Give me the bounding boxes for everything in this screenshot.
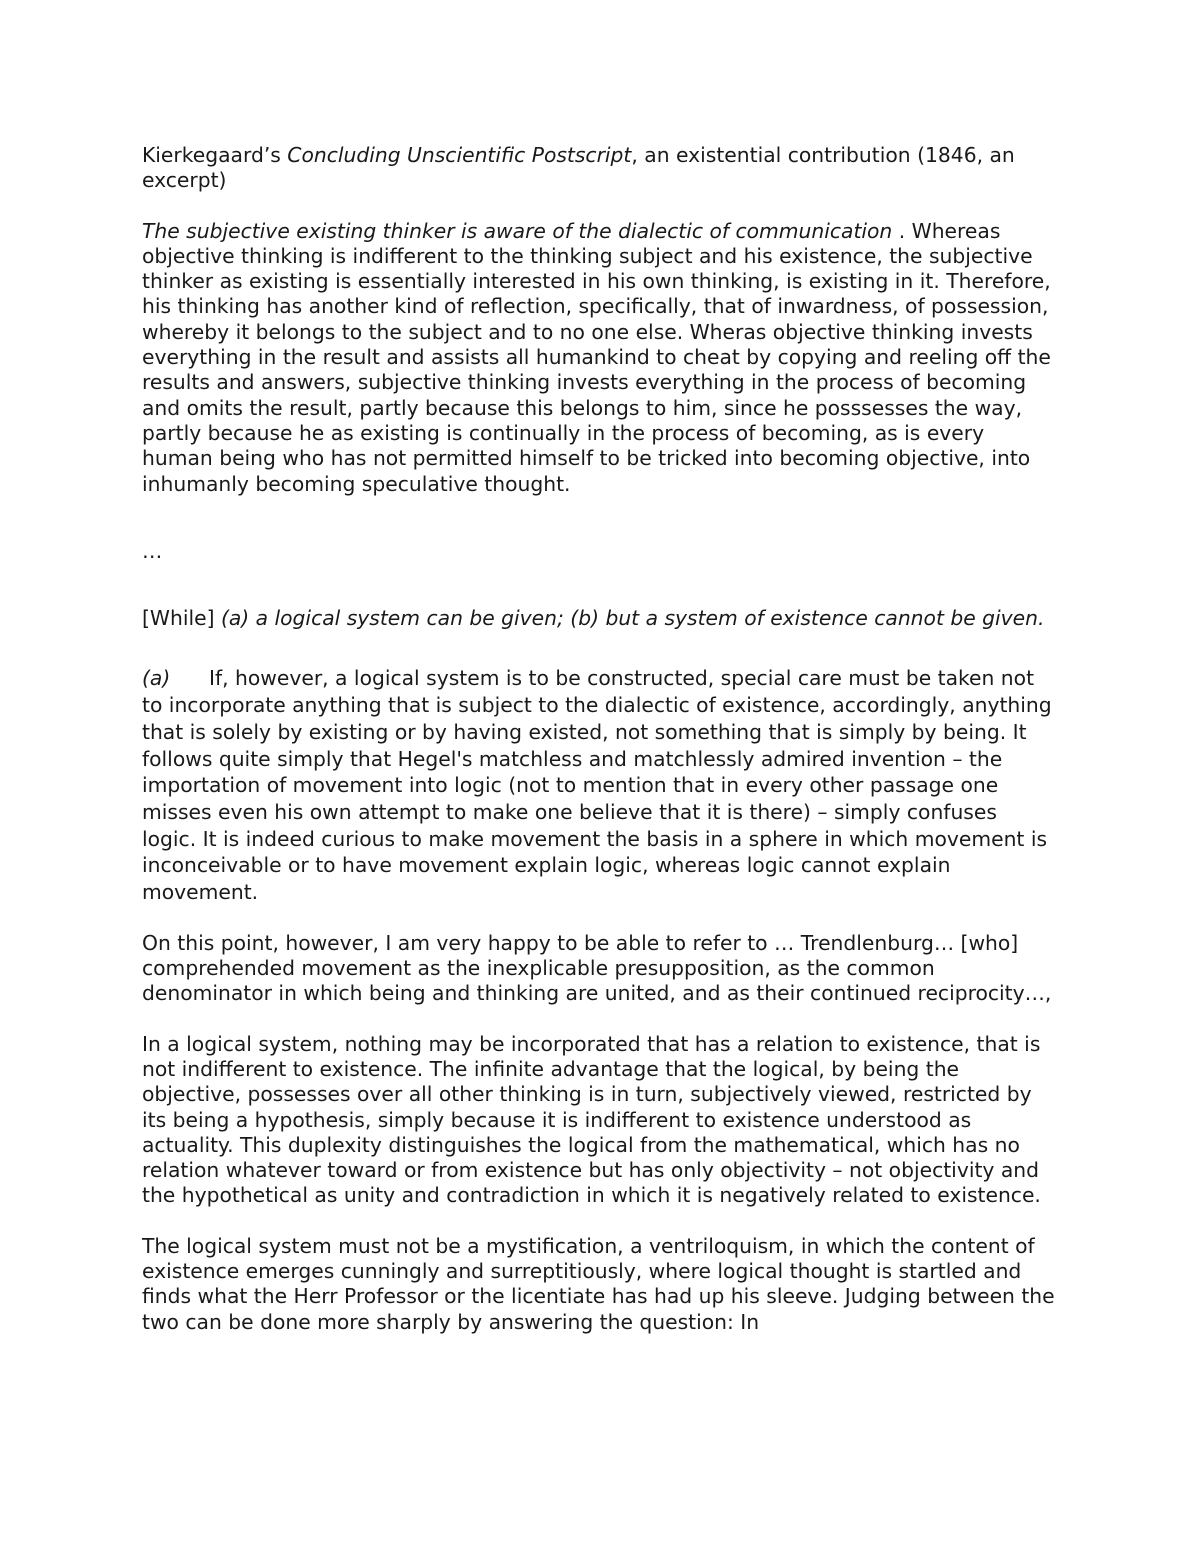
document-heading	[142, 143, 1057, 194]
paragraph-trendlenburg: On this point, however, I am very happy to be able to refer to … Trendlenburg… [who] comprehended movement as the inexplicable presupposition, as the common denominator in which being and thinking are united, and as their continued reciprocity…,	[142, 930, 1052, 1006]
paragraph-a	[142, 665, 1057, 905]
paragraph-logical-system: In a logical system, nothing may be incorporated that has a relation to existence, that is not indifferent to existence. The infinite advantage that the logical, by being the objective, possesses over all other thinking is in turn, subjectively viewed, restricted by its being a hypothesis, simply because it is indifferent to existence understood as actuality. This duplexity distinguishes the logical from the mathematical, which has no relation whatever toward or from existence but has only objectivity – not objectivity and the hypothetical as unity and contradiction in which it is negatively related to existence.	[142, 1031, 1041, 1208]
paragraph-a-body: If, however, a logical system is to be constructed, special care must be taken not to incorporate anything that is subject to the dialectic of existence, accordingly, anything that is solely by existing or by having existed, not something that is simply by being. It follows quite simply that Hegel's matchless and matchlessly admired invention – the importation of movement into logic (not to mention that in every other passage one misses even his own attempt to make one believe that it is there) – simply confuses logic. It is indeed curious to make movement the basis in a sphere in which movement is inconceivable or to have movement explain logic, whereas logic cannot explain movement.	[142, 666, 1052, 905]
work-title: Concluding Unscientific Postscript	[287, 143, 632, 167]
paragraph-lead-italic: The subjective existing thinker is aware of the dialectic of communication	[142, 218, 893, 243]
document-page	[142, 143, 1057, 1335]
ellipsis-separator: …	[142, 538, 163, 563]
paragraph-a-marker: (a)	[142, 666, 171, 691]
while-bracket: [While]	[142, 606, 221, 631]
heading-suffix: , an existential contribution (1846, an excerpt)	[142, 143, 1015, 193]
while-line	[142, 606, 1057, 631]
paragraph-mystification: The logical system must not be a mystification, a ventriloquism, in which the content of existence emerges cunningly and surreptitiously, where logical thought is startled and finds what the Herr Professor or the licentiate has had up his sleeve. Judging between the two can be done more sharply by answering the question: In	[142, 1233, 1055, 1334]
paragraph-body: . Whereas objective thinking is indifferent to the thinking subject and his existence, the subjective thinker as existing is essentially interested in his own thinking, is existing in it. Therefore, his thinking has another kind of reflection, specifically, that of inwardness, of possession, whereby it belongs to the subject and to no one else. Wheras objective thinking invests everything in the result and assists all humankind to cheat by copying and reeling off the results and answers, subjective thinking invests everything in the process of becoming and omits the result, partly because this belongs to him, since he posssesses the way, partly because he as existing is continually in the process of becoming, as is every human being who has not permitted himself to be tricked into becoming objective, into inhumanly becoming speculative thought.	[142, 218, 1051, 496]
heading-prefix: Kierkegaard’s	[142, 143, 288, 167]
while-italic: (a) a logical system can be given; (b) but a system of existence cannot be given.	[220, 606, 1045, 631]
paragraph-subjective-thinker	[142, 219, 1057, 497]
